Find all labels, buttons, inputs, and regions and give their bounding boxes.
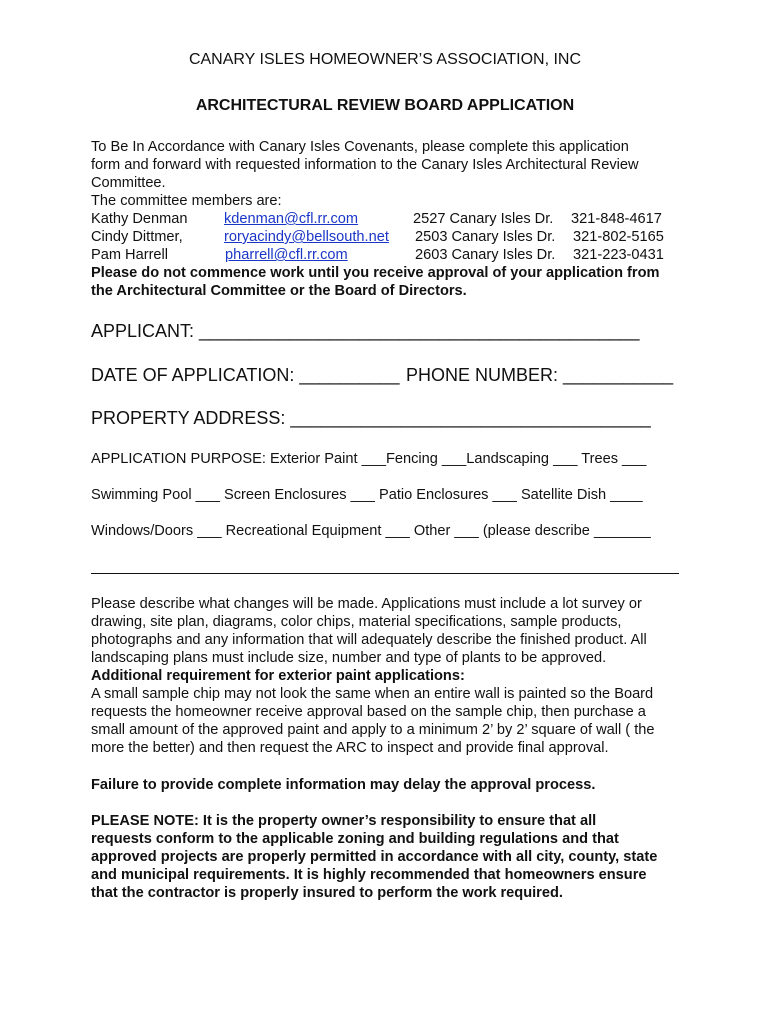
please-note: that the contractor is properly insured to perform the work required. [91,885,563,901]
property-address-field[interactable]: PROPERTY ADDRESS: ____________________________________ [91,408,651,428]
members-heading: The committee members are: [91,193,282,209]
member-email-link[interactable]: roryacindy@bellsouth.net [224,229,389,245]
paint-text: more the better) and then request the ARC to inspect and provide final approval. [91,740,609,756]
describe-line[interactable] [91,573,679,574]
intro-line: Committee. [91,175,166,191]
form-title: ARCHITECTURAL REVIEW BOARD APPLICATION [195,97,575,114]
date-of-application-field[interactable]: DATE OF APPLICATION: __________ [91,365,400,385]
member-address: 2603 Canary Isles Dr. [415,247,556,263]
failure-note: Failure to provide complete information may delay the approval process. [91,777,596,793]
applicant-field[interactable]: APPLICANT: ____________________________________________ [91,321,640,341]
purpose-line[interactable]: Windows/Doors ___ Recreational Equipment ___ Other ___ (please describe _______ [91,523,651,539]
warning-line: the Architectural Committee or the Board of Directors. [91,283,467,299]
member-address: 2527 Canary Isles Dr. [413,211,554,227]
member-name: Kathy Denman [91,211,188,227]
describe-text: photographs and any information that will adequately describe the finished product. All [91,632,647,648]
org-title: CANARY ISLES HOMEOWNER’S ASSOCIATION, INC [188,51,582,68]
member-name: Pam Harrell [91,247,169,263]
describe-text: landscaping plans must include size, number and type of plants to be approved. [91,650,607,666]
paint-text: small amount of the approved paint and apply to a minimum 2’ by 2’ square of wall ( the [91,722,655,738]
member-address: 2503 Canary Isles Dr. [415,229,556,245]
please-note: approved projects are properly permitted in accordance with all city, county, state [91,849,658,865]
member-phone: 321-848-4617 [571,211,662,227]
member-email-link[interactable]: kdenman@cfl.rr.com [224,211,359,227]
paint-text: requests the homeowner receive approval based on the sample chip, then purchase a [91,704,646,720]
intro-line: form and forward with requested information to the Canary Isles Architectural Review [91,157,639,173]
phone-number-field[interactable]: PHONE NUMBER: ___________ [406,365,674,385]
member-phone: 321-802-5165 [573,229,664,245]
describe-text: drawing, site plan, diagrams, color chips, material specifications, sample products, [91,614,622,630]
paint-heading: Additional requirement for exterior paint applications: [91,668,465,684]
purpose-line[interactable]: APPLICATION PURPOSE: Exterior Paint ___Fencing ___Landscaping ___ Trees ___ [91,451,647,467]
paint-text: A small sample chip may not look the same when an entire wall is painted so the Board [91,686,654,702]
intro-line: To Be In Accordance with Canary Isles Covenants, please complete this application [91,139,629,155]
describe-text: Please describe what changes will be made. Applications must include a lot survey or [91,596,642,612]
member-email-link[interactable]: pharrell@cfl.rr.com [225,247,348,263]
member-name: Cindy Dittmer, [91,229,183,245]
please-note: and municipal requirements. It is highly recommended that homeowners ensure [91,867,647,883]
please-note: requests conform to the applicable zoning and building regulations and that [91,831,619,847]
purpose-line[interactable]: Swimming Pool ___ Screen Enclosures ___ Patio Enclosures ___ Satellite Dish ____ [91,487,643,503]
please-note: PLEASE NOTE: It is the property owner’s responsibility to ensure that all [91,813,597,829]
member-phone: 321-223-0431 [573,247,664,263]
warning-line: Please do not commence work until you receive approval of your application from [91,265,660,281]
